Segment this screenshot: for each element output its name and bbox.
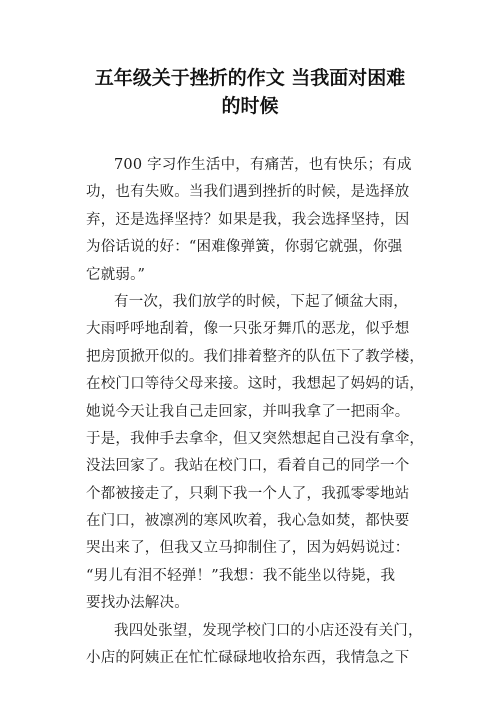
essay-body bbox=[86, 152, 436, 672]
paragraph-line: 把房顶掀开似的。我们排着整齐的队伍下了教学楼， bbox=[86, 348, 425, 365]
paragraph-line: “男儿有泪不轻弹！”我想：我不能坐以待毙，我 bbox=[86, 567, 396, 584]
paragraph-line: 她说今天让我自己走回家，并叫我拿了一把雨伞。 bbox=[86, 403, 410, 420]
paragraph-line: 功，也有失败。当我们遇到挫折的时候，是选择放 bbox=[86, 184, 410, 201]
document-title bbox=[40, 64, 460, 120]
paragraph-line: 为俗话说的好：“困难像弹簧，你弱它就强，你强 bbox=[86, 239, 403, 256]
paragraph-line: 要找办法解决。 bbox=[86, 595, 189, 612]
title-line-1: 五年级关于挫折的作文 当我面对困难 bbox=[94, 67, 406, 89]
paragraph-line: 大雨呼呼地刮着，像一只张牙舞爪的恶龙，似乎想 bbox=[86, 321, 410, 338]
paragraph-line: 它就弱。” bbox=[86, 266, 146, 283]
paragraph-line: 我四处张望，发现学校门口的小店还没有关门， bbox=[114, 622, 423, 639]
paragraph-line: 在校门口等待父母来接。这时，我想起了妈妈的话， bbox=[86, 376, 425, 393]
paragraph-line: 弃，还是选择坚持？如果是我，我会选择坚持，因 bbox=[86, 211, 410, 228]
paragraph-line: 在门口，被凛冽的寒风吹着，我心急如焚，都快要 bbox=[86, 513, 410, 530]
paragraph-line: 于是，我伸手去拿伞，但又突然想起自己没有拿伞， bbox=[86, 430, 425, 447]
paragraph-line: 哭出来了，但我又立马抑制住了，因为妈妈说过： bbox=[86, 540, 410, 557]
title-line-2: 的时候 bbox=[221, 95, 279, 117]
paragraph-line: 个都被接走了，只剩下我一个人了，我孤零零地站 bbox=[86, 485, 410, 502]
paragraph-line: 没法回家了。我站在校门口，看着自己的同学一个 bbox=[86, 458, 410, 475]
paragraph-line: 有一次，我们放学的时候，下起了倾盆大雨， bbox=[114, 293, 408, 310]
paragraph-line: 700 字习作生活中，有痛苦，也有快乐；有成 bbox=[114, 157, 412, 173]
paragraph-line: 小店的阿姨正在忙忙碌碌地收拾东西，我情急之下 bbox=[86, 650, 410, 667]
